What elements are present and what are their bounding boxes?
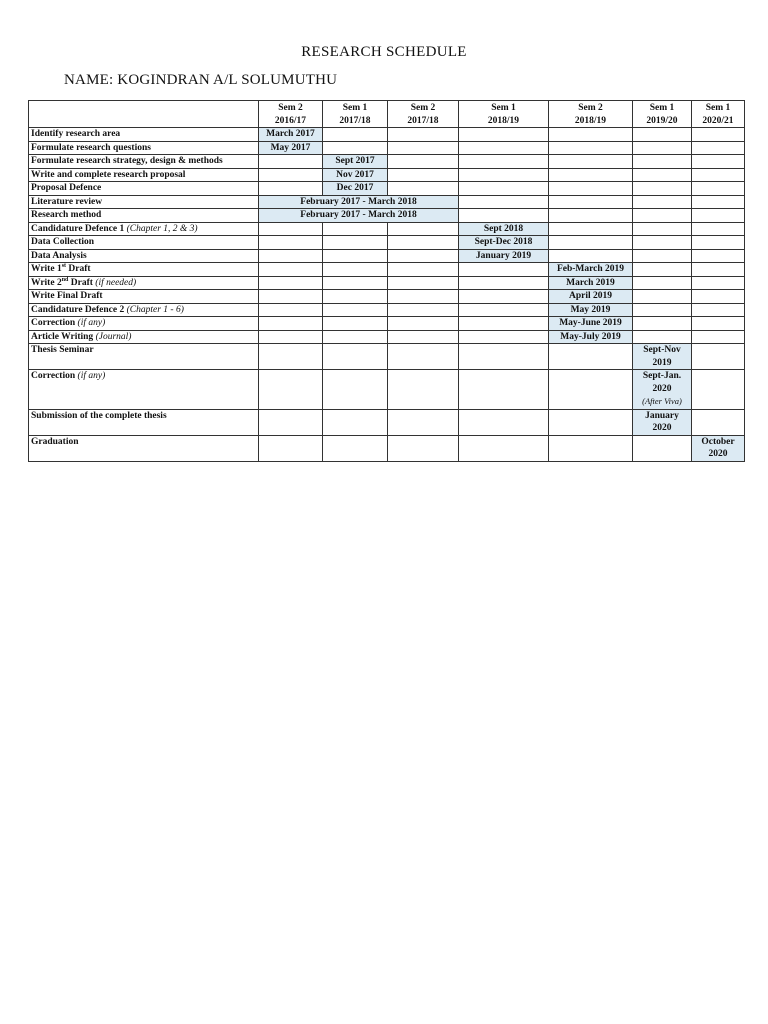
schedule-period: May-June 2019	[559, 318, 622, 328]
task-ordinal-suffix: st	[61, 262, 67, 269]
empty-cell	[259, 155, 323, 169]
schedule-period-cell	[549, 263, 633, 277]
task-cell	[29, 168, 259, 182]
empty-cell	[259, 409, 323, 435]
semester-year: 2018/19	[574, 115, 607, 126]
task-name: Thesis Seminar	[31, 345, 94, 355]
empty-cell	[459, 290, 549, 304]
empty-cell	[388, 370, 459, 410]
empty-cell	[692, 330, 745, 344]
semester-header	[388, 101, 459, 128]
semester-year: 2017/18	[339, 115, 371, 126]
empty-cell	[633, 290, 692, 304]
table-row	[29, 330, 745, 344]
schedule-period: Sept-Dec 2018	[474, 237, 533, 247]
empty-cell	[549, 141, 633, 155]
schedule-period: Sept 2018	[483, 223, 524, 234]
task-cell	[29, 276, 259, 290]
schedule-period: October 2020	[701, 436, 735, 459]
empty-cell	[323, 435, 388, 461]
table-row	[29, 249, 745, 263]
semester-year: 2020/21	[702, 115, 734, 126]
task-cell	[29, 330, 259, 344]
table-row	[29, 209, 745, 223]
task-name: Data Analysis	[31, 250, 87, 261]
research-schedule-table	[28, 100, 745, 462]
empty-cell	[388, 330, 459, 344]
empty-cell	[259, 330, 323, 344]
empty-cell	[549, 249, 633, 263]
task-name: Formulate research strategy, design & methods	[31, 156, 223, 166]
schedule-period: March 2019	[566, 277, 615, 288]
task-note: (Chapter 1, 2 & 3)	[126, 223, 198, 234]
empty-cell	[459, 435, 549, 461]
empty-cell	[549, 370, 633, 410]
schedule-period-cell	[692, 435, 745, 461]
task-note: (if any)	[77, 318, 106, 328]
table-row	[29, 141, 745, 155]
header-task-column	[29, 101, 259, 128]
semester-year: 2018/19	[487, 115, 520, 126]
schedule-period: January 2019	[475, 250, 532, 261]
semester-label: Sem 1	[649, 103, 675, 113]
task-name: Candidature Defence 1	[31, 223, 125, 234]
empty-cell	[323, 263, 388, 277]
schedule-period: May 2019	[570, 304, 611, 315]
task-cell	[29, 409, 259, 435]
table-row	[29, 263, 745, 277]
empty-cell	[633, 209, 692, 223]
semester-year: 2019/20	[646, 115, 678, 126]
task-note: (Chapter 1 - 6)	[126, 304, 184, 315]
schedule-period-note: (After Viva)	[642, 396, 682, 406]
empty-cell	[633, 141, 692, 155]
task-name: Write 1	[31, 264, 62, 274]
task-name: Research method	[31, 210, 102, 220]
empty-cell	[692, 182, 745, 196]
empty-cell	[692, 155, 745, 169]
task-name-suffix: Draft	[66, 264, 91, 274]
task-cell	[29, 370, 259, 410]
task-cell	[29, 317, 259, 331]
empty-cell	[633, 155, 692, 169]
semester-label: Sem 2	[578, 103, 603, 113]
schedule-period-cell	[459, 222, 549, 236]
empty-cell	[633, 263, 692, 277]
schedule-period-cell	[323, 182, 388, 196]
table-row	[29, 370, 745, 410]
schedule-period-cell	[633, 370, 692, 410]
semester-header	[323, 101, 388, 128]
table-row	[29, 303, 745, 317]
task-name: Write and complete research proposal	[31, 169, 186, 180]
schedule-period: May 2017	[270, 142, 311, 153]
task-note: (Journal)	[95, 331, 132, 342]
task-ordinal-suffix: nd	[61, 276, 69, 283]
empty-cell	[323, 330, 388, 344]
task-cell	[29, 249, 259, 263]
table-row	[29, 195, 745, 209]
empty-cell	[459, 370, 549, 410]
empty-cell	[692, 209, 745, 223]
empty-cell	[323, 290, 388, 304]
task-cell	[29, 141, 259, 155]
empty-cell	[633, 222, 692, 236]
table-row	[29, 168, 745, 182]
empty-cell	[459, 263, 549, 277]
semester-label: Sem 2	[278, 103, 303, 113]
empty-cell	[692, 141, 745, 155]
schedule-period: Sept-Nov 2019	[643, 345, 681, 368]
schedule-period: Dec 2017	[336, 183, 374, 193]
schedule-period: February 2017 - March 2018	[300, 196, 417, 207]
empty-cell	[459, 409, 549, 435]
document-title: RESEARCH SCHEDULE	[301, 44, 467, 60]
empty-cell	[459, 344, 549, 370]
table-row	[29, 182, 745, 196]
schedule-period: Sept 2017	[335, 156, 375, 166]
task-name: Article Writing	[31, 331, 94, 342]
empty-cell	[692, 263, 745, 277]
empty-cell	[459, 168, 549, 182]
empty-cell	[323, 128, 388, 142]
task-name: Write 2	[31, 277, 62, 288]
schedule-period: Nov 2017	[336, 169, 374, 180]
task-note: (if any)	[77, 371, 106, 381]
schedule-period-cell	[633, 409, 692, 435]
empty-cell	[323, 317, 388, 331]
empty-cell	[692, 317, 745, 331]
empty-cell	[323, 141, 388, 155]
table-row	[29, 317, 745, 331]
empty-cell	[388, 236, 459, 250]
empty-cell	[259, 263, 323, 277]
empty-cell	[549, 155, 633, 169]
empty-cell	[692, 409, 745, 435]
empty-cell	[692, 222, 745, 236]
empty-cell	[388, 263, 459, 277]
empty-cell	[323, 249, 388, 263]
empty-cell	[633, 276, 692, 290]
semester-year: 2016/17	[274, 115, 307, 126]
empty-cell	[388, 344, 459, 370]
empty-cell	[692, 195, 745, 209]
task-name: Graduation	[31, 436, 79, 447]
empty-cell	[692, 236, 745, 250]
semester-header	[549, 101, 633, 128]
empty-cell	[633, 168, 692, 182]
task-name: Submission of the complete thesis	[31, 410, 167, 421]
empty-cell	[259, 236, 323, 250]
semester-header	[259, 101, 323, 128]
empty-cell	[692, 249, 745, 263]
empty-cell	[259, 370, 323, 410]
task-name: Candidature Defence 2	[31, 304, 125, 315]
empty-cell	[692, 128, 745, 142]
schedule-period-cell	[323, 168, 388, 182]
schedule-period: April 2019	[568, 291, 612, 301]
empty-cell	[323, 276, 388, 290]
empty-cell	[388, 168, 459, 182]
empty-cell	[388, 155, 459, 169]
schedule-period: Feb-March 2019	[556, 264, 625, 274]
empty-cell	[388, 409, 459, 435]
schedule-period-cell	[259, 141, 323, 155]
schedule-period-cell	[259, 209, 459, 223]
empty-cell	[259, 303, 323, 317]
task-name: Data Collection	[31, 237, 95, 247]
schedule-period: February 2017 - March 2018	[300, 210, 417, 220]
schedule-period: Sept-Jan. 2020	[642, 371, 682, 394]
task-name: Proposal Defence	[31, 183, 102, 193]
empty-cell	[259, 182, 323, 196]
empty-cell	[323, 370, 388, 410]
empty-cell	[459, 195, 549, 209]
empty-cell	[633, 303, 692, 317]
table-header	[29, 101, 745, 128]
empty-cell	[692, 290, 745, 304]
empty-cell	[549, 409, 633, 435]
empty-cell	[259, 435, 323, 461]
schedule-period-cell	[549, 303, 633, 317]
empty-cell	[388, 249, 459, 263]
task-name: Identify research area	[31, 129, 121, 139]
semester-label: Sem 2	[410, 103, 436, 113]
empty-cell	[459, 330, 549, 344]
semester-year: 2017/18	[407, 115, 439, 126]
semester-header	[633, 101, 692, 128]
table-row	[29, 155, 745, 169]
table-row	[29, 236, 745, 250]
empty-cell	[549, 236, 633, 250]
header-row	[29, 101, 745, 128]
empty-cell	[459, 128, 549, 142]
empty-cell	[323, 409, 388, 435]
empty-cell	[459, 317, 549, 331]
schedule-period: May-July 2019	[560, 331, 621, 342]
empty-cell	[633, 195, 692, 209]
empty-cell	[388, 141, 459, 155]
empty-cell	[323, 344, 388, 370]
empty-cell	[633, 330, 692, 344]
task-cell	[29, 236, 259, 250]
empty-cell	[633, 128, 692, 142]
table-row	[29, 409, 745, 435]
schedule-period-cell	[259, 195, 459, 209]
table-body	[29, 128, 745, 462]
task-cell	[29, 303, 259, 317]
empty-cell	[459, 303, 549, 317]
table-row	[29, 276, 745, 290]
empty-cell	[633, 236, 692, 250]
empty-cell	[259, 222, 323, 236]
empty-cell	[459, 276, 549, 290]
schedule-period-cell	[549, 330, 633, 344]
empty-cell	[323, 236, 388, 250]
empty-cell	[549, 128, 633, 142]
task-cell	[29, 344, 259, 370]
task-cell	[29, 128, 259, 142]
empty-cell	[388, 128, 459, 142]
empty-cell	[259, 344, 323, 370]
semester-label: Sem 1	[705, 103, 731, 113]
empty-cell	[323, 303, 388, 317]
task-cell	[29, 209, 259, 223]
task-cell	[29, 263, 259, 277]
table-row	[29, 435, 745, 461]
task-cell	[29, 182, 259, 196]
schedule-period-cell	[459, 236, 549, 250]
empty-cell	[388, 435, 459, 461]
schedule-period-cell	[459, 249, 549, 263]
schedule-period-cell	[549, 290, 633, 304]
empty-cell	[388, 276, 459, 290]
table-row	[29, 222, 745, 236]
empty-cell	[259, 168, 323, 182]
empty-cell	[388, 290, 459, 304]
empty-cell	[259, 276, 323, 290]
empty-cell	[259, 249, 323, 263]
empty-cell	[388, 182, 459, 196]
empty-cell	[692, 370, 745, 410]
empty-cell	[633, 317, 692, 331]
empty-cell	[692, 344, 745, 370]
empty-cell	[388, 303, 459, 317]
empty-cell	[459, 209, 549, 223]
student-name: NAME: KOGINDRAN A/L SOLUMUTHU	[64, 72, 338, 88]
semester-header	[692, 101, 745, 128]
empty-cell	[549, 182, 633, 196]
empty-cell	[549, 222, 633, 236]
schedule-period-cell	[633, 344, 692, 370]
empty-cell	[633, 182, 692, 196]
task-cell	[29, 195, 259, 209]
empty-cell	[259, 317, 323, 331]
semester-label: Sem 1	[491, 103, 516, 113]
empty-cell	[549, 344, 633, 370]
semester-header	[459, 101, 549, 128]
table-row	[29, 290, 745, 304]
empty-cell	[692, 276, 745, 290]
schedule-period-cell	[549, 317, 633, 331]
semester-label: Sem 1	[342, 103, 368, 113]
schedule-period-cell	[549, 276, 633, 290]
task-cell	[29, 155, 259, 169]
empty-cell	[323, 222, 388, 236]
task-name-suffix: Draft	[68, 277, 93, 288]
empty-cell	[549, 209, 633, 223]
schedule-period-cell	[259, 128, 323, 142]
schedule-period: March 2017	[266, 129, 315, 139]
table-row	[29, 128, 745, 142]
empty-cell	[633, 435, 692, 461]
task-name: Correction	[31, 371, 76, 381]
task-name: Formulate research questions	[31, 142, 151, 153]
schedule-period-cell	[323, 155, 388, 169]
task-cell	[29, 222, 259, 236]
task-name: Correction	[31, 318, 76, 328]
empty-cell	[388, 222, 459, 236]
empty-cell	[388, 317, 459, 331]
empty-cell	[549, 435, 633, 461]
empty-cell	[692, 168, 745, 182]
empty-cell	[549, 195, 633, 209]
task-cell	[29, 290, 259, 304]
empty-cell	[633, 249, 692, 263]
table-row	[29, 344, 745, 370]
empty-cell	[459, 182, 549, 196]
empty-cell	[459, 155, 549, 169]
task-name: Write Final Draft	[31, 291, 103, 301]
empty-cell	[259, 290, 323, 304]
task-cell	[29, 435, 259, 461]
empty-cell	[459, 141, 549, 155]
task-note: (if needed)	[95, 277, 137, 288]
task-name: Literature review	[31, 196, 103, 207]
schedule-period: January 2020	[645, 410, 679, 433]
empty-cell	[549, 168, 633, 182]
empty-cell	[692, 303, 745, 317]
